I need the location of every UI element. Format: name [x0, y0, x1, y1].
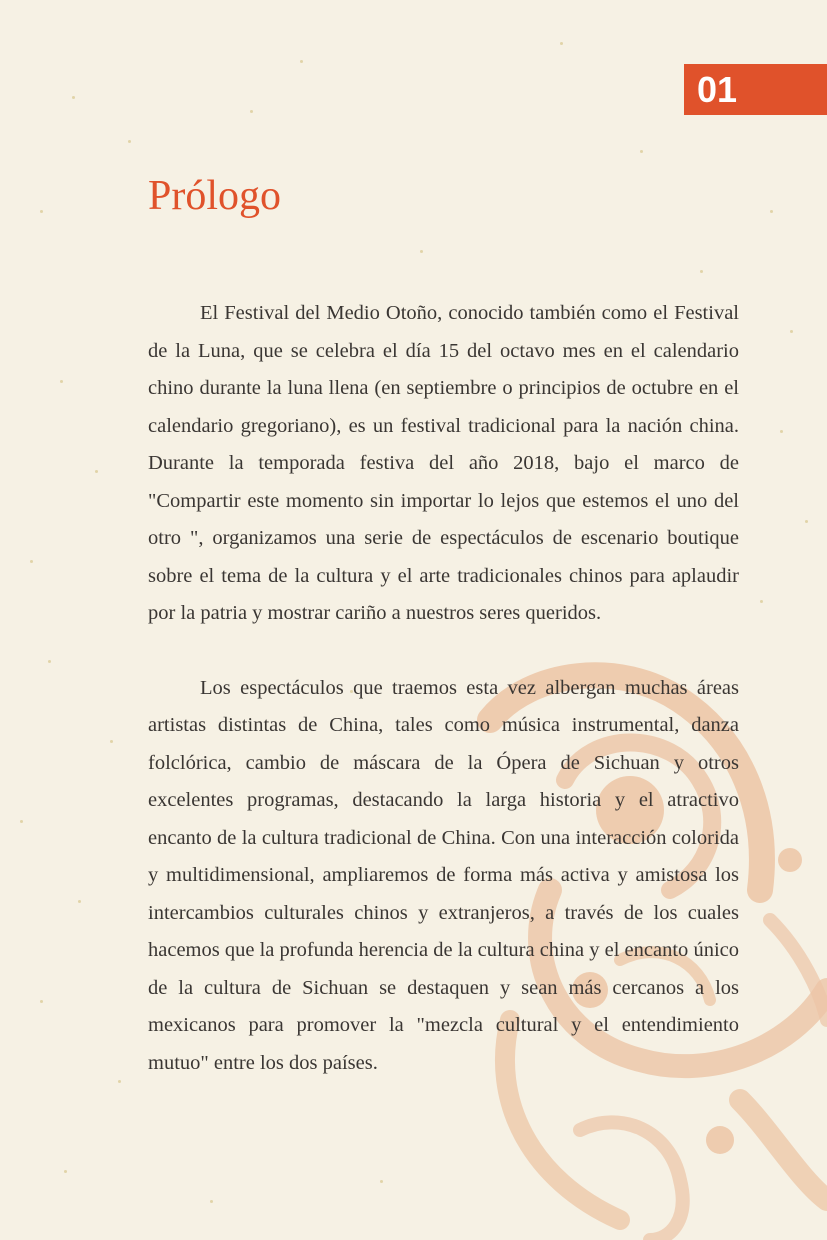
page-number-badge: 01	[684, 64, 827, 115]
paragraph-2: Los espectáculos que traemos esta vez albergan muchas áreas artistas distintas de China, tales como música instrumental, danza folclórica, cambio de máscara de la Ópera de Sichuan y otros excelentes programas, destacando la larga historia y el atractivo encanto de la cultura tradicional de China. Con una interacción colorida y multidimensional, ampliaremos de forma más activa y amistosa los intercambios culturales chinos y extranjeros, a través de los cuales hacemos que la profunda herencia de la cultura china y el encanto único de la cultura de Sichuan se destaquen y sean más cercanos a los mexicanos para promover la "mezcla cultural y el entendimiento mutuo" entre los dos países.	[148, 676, 739, 1074]
page-title: Prólogo	[148, 173, 282, 219]
body-text	[148, 295, 739, 1082]
paragraph-1: El Festival del Medio Otoño, conocido también como el Festival de la Luna, que se celebra el día 15 del octavo mes en el calendario chino durante la luna llena (en septiembre o principios de octubre en el calendario gregoriano), es un festival tradicional para la nación china. Durante la temporada festiva del año 2018, bajo el marco de "Compartir este momento sin importar lo lejos que estemos el uno del otro ", organizamos una serie de espectáculos de escenario boutique sobre el tema de la cultura y el arte tradicionales chinos para aplaudir por la patria y mostrar cariño a nuestros seres queridos.	[148, 302, 739, 624]
